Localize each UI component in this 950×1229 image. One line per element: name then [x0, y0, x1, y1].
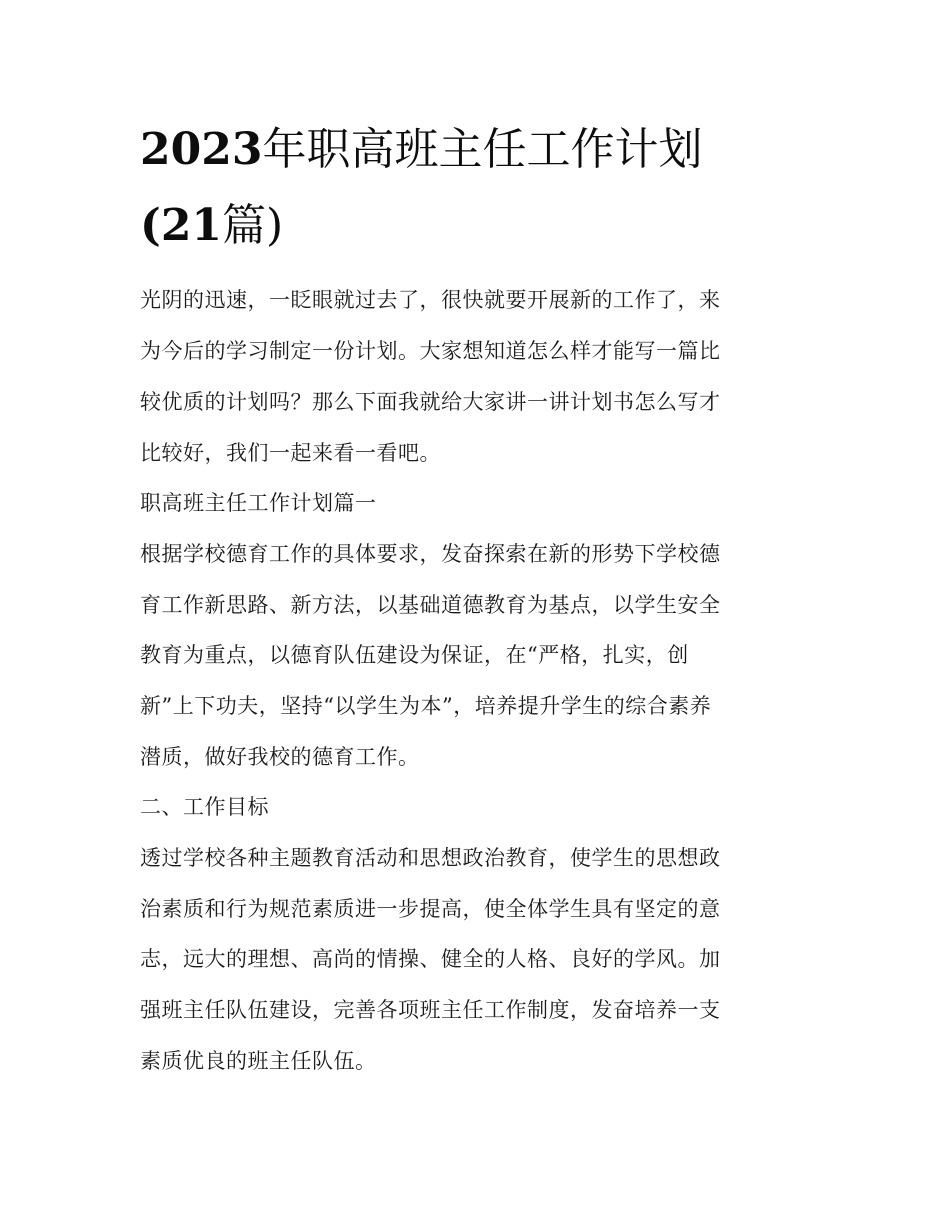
body-line: 素质优良的班主任队伍。 — [140, 1049, 377, 1073]
title-text-line2: 篇) — [222, 200, 284, 251]
body-line: 潜质，做好我校的德育工作。 — [140, 745, 420, 769]
body-line: 育工作新思路、新方法，以基础道德教育为基点，以学生安全 — [140, 593, 721, 617]
body-line: 志，远大的理想、高尚的情操、健全的人格、良好的学风。加 — [140, 947, 721, 971]
body-line: 根据学校德育工作的具体要求，发奋探索在新的形势下学校德 — [140, 542, 721, 566]
section-heading: 职高班主任工作计划篇一 — [140, 491, 377, 515]
body-line: 治素质和行为规范素质进一步提高，使全体学生具有坚定的意 — [140, 897, 721, 921]
body-line: 比较好，我们一起来看一看吧。 — [140, 441, 441, 465]
body-line: 透过学校各种主题教育活动和思想政治教育，使学生的思想政 — [140, 846, 721, 870]
body-line: 光阴的迅速，一眨眼就过去了，很快就要开展新的工作了，来 — [140, 288, 721, 312]
section-heading: 二、工作目标 — [140, 795, 269, 819]
title-count: (21 — [140, 200, 223, 251]
title-year: 2023 — [140, 124, 263, 175]
body-line: 为今后的学习制定一份计划。大家想知道怎么样才能写一篇比 — [140, 339, 721, 363]
title-text-line1: 年职高班主任工作计划 — [262, 124, 703, 175]
body-line: 教育为重点，以德育队伍建设为保证，在“严格，扎实，创 — [140, 643, 689, 667]
body-line: 强班主任队伍建设，完善各项班主任工作制度，发奋培养一支 — [140, 998, 721, 1022]
body-line: 较优质的计划吗？那么下面我就给大家讲一讲计划书怎么写才 — [140, 390, 721, 414]
document-title — [140, 112, 820, 264]
body-line: 新”上下功夫，坚持“以学生为本”，培养提升学生的综合素养 — [140, 694, 712, 718]
